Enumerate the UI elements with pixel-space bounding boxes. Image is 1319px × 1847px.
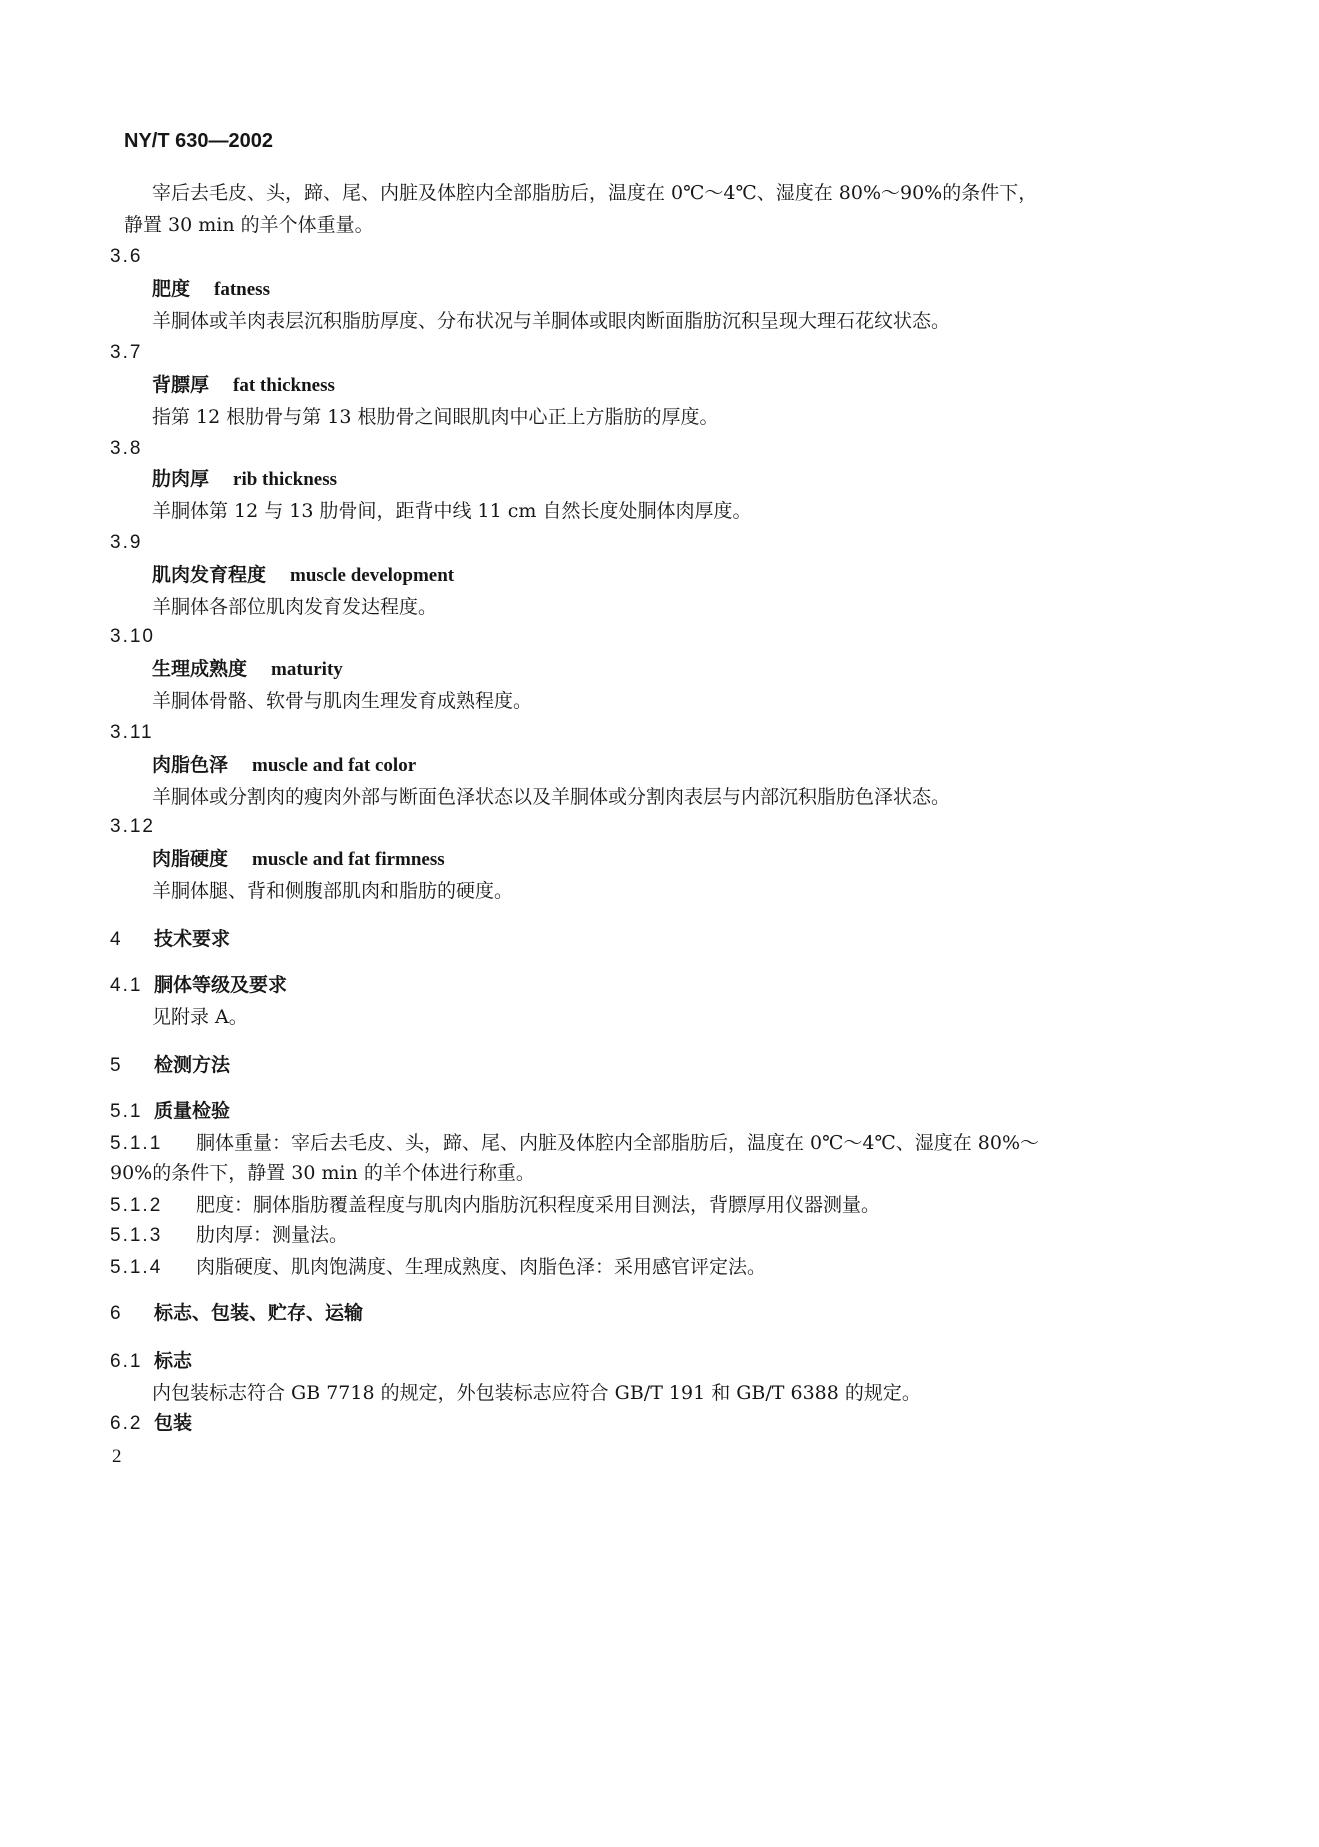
clause-number: 3.8 xyxy=(110,438,143,459)
section-heading xyxy=(110,926,230,953)
section-number: 6.2 xyxy=(110,1413,143,1434)
clause-text: 肋肉厚：测量法。 xyxy=(196,1224,349,1246)
term-cn: 肉脂色泽 xyxy=(152,754,229,776)
clause-number: 5.1.2 xyxy=(110,1195,163,1216)
document-number: NY/T 630—2002 xyxy=(124,130,273,152)
term-en: muscle development xyxy=(290,565,455,586)
page-number: 2 xyxy=(112,1446,122,1467)
clause xyxy=(110,1222,348,1249)
definition-text: 宰后去毛皮、头，蹄、尾、内脏及体腔内全部脂肪后，温度在 0℃～4℃、湿度在 80%～90%的条件下， xyxy=(152,182,1038,204)
term-heading xyxy=(152,656,343,683)
subsection-heading xyxy=(110,1098,230,1125)
section-heading xyxy=(110,1052,230,1079)
term-cn: 肉脂硬度 xyxy=(152,848,229,870)
clause xyxy=(110,1130,1039,1157)
subsection-heading xyxy=(110,1348,192,1375)
term-en: muscle and fat color xyxy=(252,755,417,776)
section-number: 4.1 xyxy=(110,975,143,996)
term-en: muscle and fat firmness xyxy=(252,849,445,870)
clause-number: 5.1.4 xyxy=(110,1257,163,1278)
definition-text: 羊胴体或分割肉的瘦肉外部与断面色泽状态以及羊胴体或分割肉表层与内部沉积脂肪色泽状态。 xyxy=(152,786,951,808)
definition-text: 羊胴体腿、背和侧腹部肌肉和脂肪的硬度。 xyxy=(152,880,514,902)
clause xyxy=(110,1254,766,1281)
term-heading xyxy=(152,846,445,873)
definition-text: 羊胴体各部位肌肉发育发达程度。 xyxy=(152,596,438,618)
section-title: 质量检验 xyxy=(154,1100,231,1122)
clause-number: 5.1.1 xyxy=(110,1133,163,1154)
section-number: 4 xyxy=(110,929,123,950)
section-title: 检测方法 xyxy=(154,1054,231,1076)
term-en: fat thickness xyxy=(233,375,335,396)
term-heading xyxy=(152,276,270,303)
definition-text: 羊胴体或羊肉表层沉积脂肪厚度、分布状况与羊胴体或眼肉断面脂肪沉积呈现大理石花纹状态。 xyxy=(152,310,951,332)
clause-number: 3.12 xyxy=(110,816,155,837)
clause-text: 肉脂硬度、肌肉饱满度、生理成熟度、肉脂色泽：采用感官评定法。 xyxy=(196,1256,767,1278)
term-heading xyxy=(152,372,335,399)
clause-number: 3.6 xyxy=(110,246,143,267)
definition-text: 羊胴体骨骼、软骨与肌肉生理发育成熟程度。 xyxy=(152,690,533,712)
section-number: 5.1 xyxy=(110,1101,143,1122)
section-title: 技术要求 xyxy=(154,928,231,950)
clause-text: 90%的条件下，静置 30 min 的羊个体进行称重。 xyxy=(110,1162,535,1184)
clause-number: 3.7 xyxy=(110,342,143,363)
section-title: 标志、包装、贮存、运输 xyxy=(154,1302,364,1324)
section-title: 胴体等级及要求 xyxy=(154,974,288,996)
clause-text: 胴体重量：宰后去毛皮、头，蹄、尾、内脏及体腔内全部脂肪后，温度在 0℃～4℃、湿度在 80%～ xyxy=(196,1132,1039,1154)
term-cn: 肥度 xyxy=(152,278,191,300)
term-cn: 生理成熟度 xyxy=(152,658,248,680)
term-heading xyxy=(152,752,416,779)
term-heading xyxy=(152,562,454,589)
term-heading xyxy=(152,466,337,493)
term-cn: 肌肉发育程度 xyxy=(152,564,267,586)
definition-text: 指第 12 根肋骨与第 13 根肋骨之间眼肌肉中心正上方脂肪的厚度。 xyxy=(152,406,719,428)
clause-number: 5.1.3 xyxy=(110,1225,163,1246)
clause-number: 3.9 xyxy=(110,532,143,553)
term-cn: 背膘厚 xyxy=(152,374,210,396)
definition-text: 羊胴体第 12 与 13 肋骨间，距背中线 11 cm 自然长度处胴体肉厚度。 xyxy=(152,500,752,522)
term-cn: 肋肉厚 xyxy=(152,468,210,490)
subsection-heading xyxy=(110,972,287,999)
section-number: 5 xyxy=(110,1055,123,1076)
term-en: fatness xyxy=(214,279,270,300)
body-text: 见附录 A。 xyxy=(152,1006,248,1028)
section-number: 6.1 xyxy=(110,1351,143,1372)
section-title: 标志 xyxy=(154,1350,193,1372)
clause xyxy=(110,1192,880,1219)
section-title: 包装 xyxy=(154,1412,193,1434)
subsection-heading xyxy=(110,1410,192,1437)
clause-number: 3.11 xyxy=(110,722,154,743)
clause-number: 3.10 xyxy=(110,626,155,647)
body-text: 内包装标志符合 GB 7718 的规定，外包装标志应符合 GB/T 191 和 GB/T 6388 的规定。 xyxy=(152,1382,921,1404)
section-number: 6 xyxy=(110,1303,123,1324)
definition-text: 静置 30 min 的羊个体重量。 xyxy=(124,214,374,236)
section-heading xyxy=(110,1300,363,1327)
term-en: maturity xyxy=(271,659,343,680)
clause-text: 肥度：胴体脂肪覆盖程度与肌肉内脂肪沉积程度采用目测法，背膘厚用仪器测量。 xyxy=(196,1194,881,1216)
term-en: rib thickness xyxy=(233,469,338,490)
